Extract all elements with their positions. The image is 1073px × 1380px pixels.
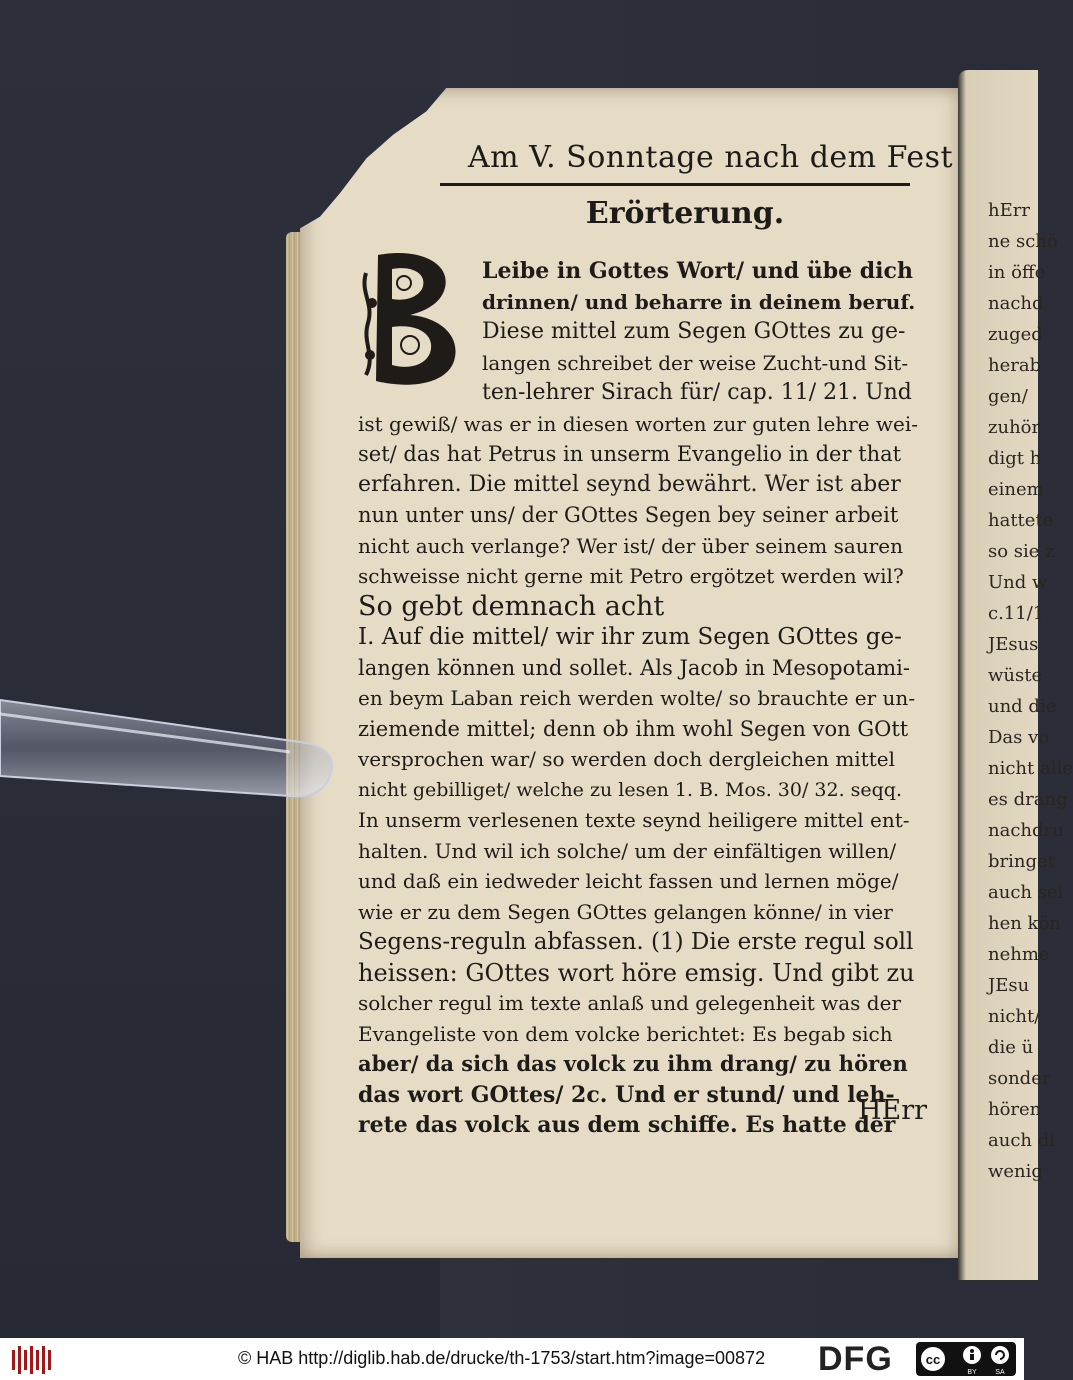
facing-page-text-fragment: auch di bbox=[988, 1130, 1055, 1151]
text-line: heissen: GOttes wort höre emsig. Und gibt zu bbox=[358, 958, 915, 987]
facing-page-text-fragment: nehme bbox=[988, 944, 1050, 965]
facing-page-text-fragment: hErr bbox=[988, 200, 1030, 221]
dfg-logo: DFG bbox=[818, 1340, 893, 1378]
facing-page-text-fragment: gen/ bbox=[988, 386, 1028, 407]
facing-page-text-fragment: die ü bbox=[988, 1037, 1034, 1058]
facing-page-text-fragment: wenig bbox=[988, 1161, 1043, 1182]
facing-page-text-fragment: nachdru bbox=[988, 820, 1064, 841]
facing-page-fragment bbox=[958, 70, 1073, 1280]
catchword: HErr bbox=[858, 1095, 928, 1126]
text-line: ten-lehrer Sirach für/ cap. 11/ 21. Und bbox=[482, 380, 912, 405]
facing-page-text-fragment: wüste bbox=[988, 665, 1043, 686]
license-sa-label: SA bbox=[995, 1369, 1005, 1376]
svg-text:cc: cc bbox=[925, 1352, 941, 1367]
text-line: Evangeliste von dem volcke berichtet: Es begab sich bbox=[358, 1021, 893, 1046]
viewer-footer bbox=[0, 1338, 1024, 1380]
text-line: So gebt demnach acht bbox=[358, 590, 665, 622]
text-line: schweisse nicht gerne mit Petro ergötzet werden wil? bbox=[358, 564, 904, 588]
text-line: ist gewiß/ was er in diesen worten zur guten lehre wei- bbox=[358, 411, 919, 436]
running-head: Am V. Sonntage nach dem Fest bbox=[468, 140, 954, 175]
facing-page-text-fragment: einem bbox=[988, 479, 1044, 500]
text-line: versprochen war/ so werden doch dergleichen mittel bbox=[358, 747, 896, 771]
text-line: erfahren. Die mittel seynd bewährt. Wer ist aber bbox=[358, 471, 901, 497]
facing-page-text-fragment: bringet bbox=[988, 851, 1055, 872]
text-line: solcher regul im texte anlaß und gelegenheit was der bbox=[358, 991, 901, 1015]
text-line: ziemende mittel; denn ob ihm wohl Segen von GOtt bbox=[358, 716, 909, 741]
facing-page-text-fragment: nicht/ bbox=[988, 1006, 1041, 1027]
facing-page-text-fragment: hattete bbox=[988, 510, 1054, 531]
facing-page-text-fragment: auch sei bbox=[988, 882, 1064, 903]
text-line: wie er zu dem Segen GOttes gelangen könne/ in vier bbox=[358, 899, 893, 924]
text-line: In unserm verlesenen texte seynd heiligere mittel ent- bbox=[358, 808, 910, 832]
facing-page-text-fragment: in öffe bbox=[988, 262, 1046, 283]
facing-page-text-fragment: herab bbox=[988, 355, 1042, 376]
facing-page-text-fragment: zuhör bbox=[988, 417, 1041, 438]
decorated-initial-b-icon bbox=[358, 243, 468, 393]
text-line: nicht gebilliget/ welche zu lesen 1. B. Mos. 30/ 32. seqq. bbox=[358, 778, 903, 801]
text-line: aber/ da sich das volck zu ihm drang/ zu hören bbox=[358, 1051, 908, 1076]
text-line: langen schreibet der weise Zucht-und Sit- bbox=[482, 350, 909, 375]
text-line: nun unter uns/ der GOttes Segen bey seiner arbeit bbox=[358, 503, 899, 527]
section-title: Erörterung. bbox=[585, 196, 785, 231]
text-line: Leibe in Gottes Wort/ und übe dich bbox=[482, 258, 913, 284]
facing-page-text-fragment: nicht alle bbox=[988, 758, 1073, 779]
facing-page-text-fragment: sonder bbox=[988, 1068, 1051, 1089]
facing-page-text-fragment: Und w bbox=[988, 572, 1048, 593]
glass-page-holder bbox=[0, 680, 340, 830]
text-line: und daß ein iedweder leicht fassen und lernen möge/ bbox=[358, 869, 899, 893]
text-line: halten. Und wil ich solche/ um der einfältigen willen/ bbox=[358, 838, 897, 863]
library-logo-icon bbox=[12, 1346, 52, 1374]
facing-page-text-fragment: so sie z bbox=[988, 541, 1055, 562]
text-line: Diese mittel zum Segen GOttes zu ge- bbox=[482, 319, 906, 344]
header-rule bbox=[440, 183, 910, 186]
facing-page-text-fragment: hören bbox=[988, 1099, 1042, 1120]
facing-page-text-fragment: hen kön bbox=[988, 913, 1061, 934]
facing-page-text-fragment: JEsu bbox=[988, 975, 1030, 996]
text-line: das wort GOttes/ 2c. Und er stund/ und leh- bbox=[358, 1081, 895, 1108]
text-line: I. Auf die mittel/ wir ihr zum Segen GOttes ge- bbox=[358, 624, 902, 650]
facing-page-text-fragment: Das vo bbox=[988, 727, 1050, 748]
text-line: drinnen/ und beharre in deinem beruf. bbox=[482, 289, 916, 314]
facing-page-text-fragment: und die bbox=[988, 696, 1057, 717]
facing-page-text-fragment: nachd bbox=[988, 293, 1044, 314]
creative-commons-by-sa-icon[interactable] bbox=[916, 1342, 1016, 1376]
facing-page-text-fragment: zuged bbox=[988, 324, 1043, 345]
text-line: set/ das hat Petrus in unserm Evangelio in der that bbox=[358, 442, 902, 466]
facing-page-text-fragment: digt h bbox=[988, 448, 1042, 469]
text-line: Segens-reguln abfassen. (1) Die erste regul soll bbox=[358, 929, 914, 955]
copyright-link[interactable]: © HAB http://diglib.hab.de/drucke/th-1753/start.htm?image=00872 bbox=[238, 1348, 766, 1368]
text-line: langen können und sollet. Als Jacob in Mesopotami- bbox=[358, 655, 910, 680]
text-line: rete das volck aus dem schiffe. Es hatte der bbox=[358, 1112, 896, 1138]
facing-page-text-fragment: c.11/1 bbox=[988, 603, 1045, 624]
license-by-label: BY bbox=[967, 1369, 977, 1376]
facing-page-text-fragment: es drang bbox=[988, 789, 1068, 810]
text-line: nicht auch verlange? Wer ist/ der über seinem sauren bbox=[358, 533, 903, 558]
facing-page-text-fragment: ne schö bbox=[988, 231, 1058, 252]
facing-page-text-fragment: JEsus bbox=[988, 634, 1039, 655]
text-line: en beym Laban reich werden wolte/ so brauchte er un- bbox=[358, 686, 916, 710]
